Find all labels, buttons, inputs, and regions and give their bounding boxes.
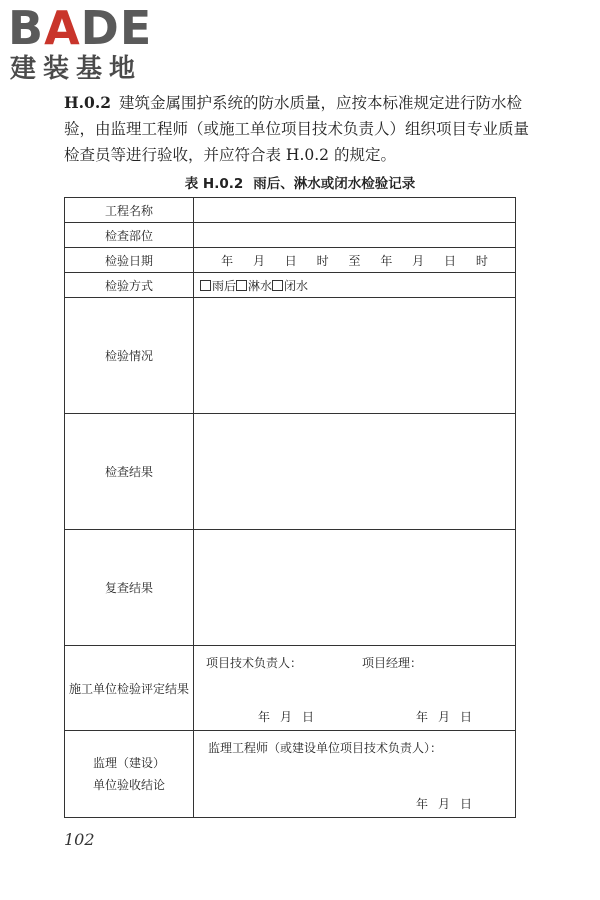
table-row bbox=[65, 248, 516, 273]
rain-checkbox[interactable] bbox=[200, 280, 211, 291]
table-row bbox=[65, 223, 516, 248]
date-item: 月 bbox=[412, 253, 425, 268]
table-row bbox=[65, 646, 516, 731]
tech-lead-date: 年 月 日 bbox=[258, 710, 315, 724]
date-item: 月 bbox=[252, 253, 265, 268]
tech-lead-label: 项目技术负责人： bbox=[206, 656, 303, 670]
clause-text: 建筑金属围护系统的防水质量，应按本标准规定进行防水检验，由监理工程师（或施工单位项目技术负责人）组织项目专业质量检查员等进行验收，并应符合表 H.0.2 的规定。 bbox=[64, 94, 530, 164]
date-item: 日 bbox=[284, 253, 297, 268]
project-manager-date: 年 月 日 bbox=[416, 710, 473, 724]
table-row bbox=[65, 273, 516, 298]
recheck-value bbox=[194, 530, 516, 646]
method-options bbox=[194, 273, 516, 298]
result-label: 检查结果 bbox=[65, 414, 194, 530]
supervisor-label-line1: 监理（建设） bbox=[92, 756, 165, 770]
recheck-label: 复查结果 bbox=[65, 530, 194, 646]
spray-checkbox[interactable] bbox=[236, 280, 247, 291]
page-number: 102 bbox=[64, 830, 95, 849]
date-value bbox=[194, 248, 516, 273]
project-manager-label: 项目经理： bbox=[362, 656, 423, 670]
date-item: 时 bbox=[475, 253, 488, 268]
clause-number: H.0.2 bbox=[64, 93, 112, 112]
supervisor-sign-label: 监理工程师（或建设单位项目技术负责人）： bbox=[208, 741, 443, 755]
inspection-label: 检验情况 bbox=[65, 298, 194, 414]
supervisor-label bbox=[65, 731, 194, 818]
clause-paragraph bbox=[64, 90, 534, 168]
check-part-value bbox=[194, 223, 516, 248]
table-title: 雨后、淋水或闭水检验记录 bbox=[253, 176, 416, 192]
date-label: 检验日期 bbox=[65, 248, 194, 273]
table-row bbox=[65, 198, 516, 223]
logo bbox=[8, 1, 178, 90]
date-item: 至 bbox=[348, 253, 361, 268]
contractor-signature-cell bbox=[194, 646, 516, 731]
inspection-record-table bbox=[64, 197, 516, 818]
closed-water-option-label: 闭水 bbox=[284, 278, 309, 293]
table-row bbox=[65, 298, 516, 414]
table-row bbox=[65, 731, 516, 818]
spray-option-label: 淋水 bbox=[248, 278, 273, 293]
project-name-value bbox=[194, 198, 516, 223]
supervisor-signature-cell bbox=[194, 731, 516, 818]
inspection-value bbox=[194, 298, 516, 414]
table-caption bbox=[0, 172, 600, 192]
date-item: 时 bbox=[316, 253, 329, 268]
method-label: 检验方式 bbox=[65, 273, 194, 298]
date-item: 年 bbox=[380, 253, 393, 268]
date-item: 年 bbox=[221, 253, 234, 268]
project-name-label: 工程名称 bbox=[65, 198, 194, 223]
contractor-label: 施工单位检验评定结果 bbox=[65, 646, 194, 731]
logo-subtitle: 建装基地 bbox=[10, 54, 143, 84]
result-value bbox=[194, 414, 516, 530]
table-row bbox=[65, 530, 516, 646]
logo-brand: BADE bbox=[8, 1, 153, 55]
table-number: 表 H.0.2 bbox=[184, 176, 244, 192]
check-part-label: 检查部位 bbox=[65, 223, 194, 248]
rain-option-label: 雨后 bbox=[212, 278, 237, 293]
closed-water-checkbox[interactable] bbox=[272, 280, 283, 291]
table-row bbox=[65, 414, 516, 530]
supervisor-date: 年 月 日 bbox=[416, 797, 473, 811]
supervisor-label-line2: 单位验收结论 bbox=[92, 778, 165, 792]
date-item: 日 bbox=[444, 253, 457, 268]
